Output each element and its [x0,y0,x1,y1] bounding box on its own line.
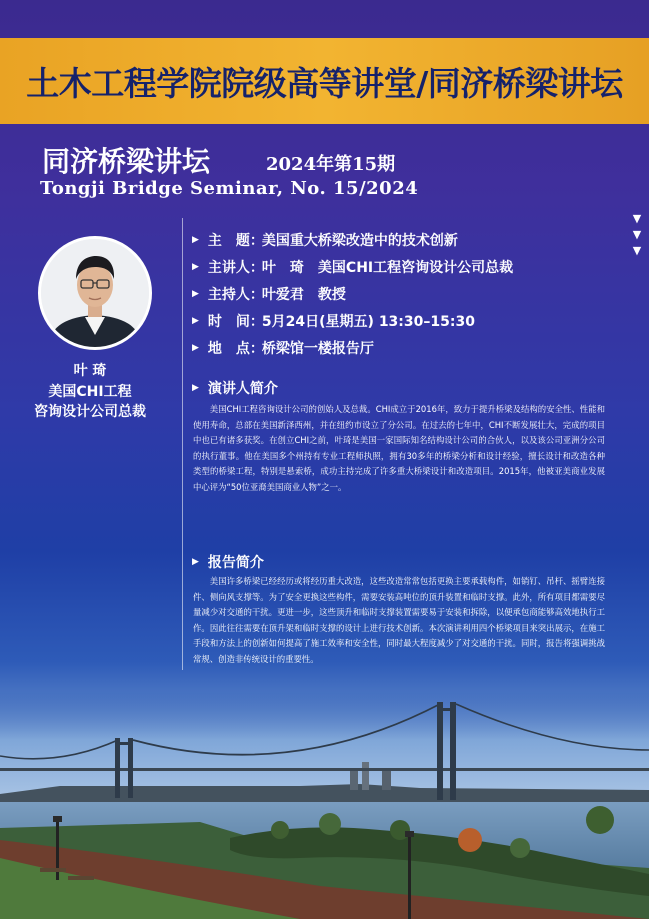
info-row-location [192,334,632,361]
speaker-org-line2: 咨询设计公司总裁 [34,404,146,420]
speaker-name: 叶 琦 [73,363,107,379]
speaker-photo [38,236,152,350]
info-value: 美国重大桥梁改造中的技术创新 [261,232,458,249]
triangle-right-icon: ▶ [192,261,199,272]
triangle-down-icon: ▼ [632,244,642,257]
header-banner [0,38,649,124]
triangle-down-icon: ▼ [632,212,642,225]
triangle-down-icon: ▼ [632,228,642,241]
bio-paragraph: 美国CHI工程咨询设计公司的创始人及总裁。CHI成立于2016年，致力于提升桥梁及结构的安全性、性能和使用寿命，总部在美国新泽西州，并在纽约市设立了分公司。在过去的七年中，CHI不断发展壮大，完成的项目中也已有诸多获奖。在创立CHI之前，叶琦是美国一家国际知名结构设计公司的合伙人，以及该公司亚洲分公司的执行董事。他在美国多个州持有专业工程师执照，拥有30多年的桥梁分析和设计经验，擅长设计和改造各种类型的桥梁工程，特别是悬索桥，成功主持完成了许多重大桥梁设计和改造项目。2015年，他被亚美商业发展中心评为“50位亚裔美国商业人物”之一。 [193,404,605,492]
info-value: 桥梁馆一楼报告厅 [261,340,374,357]
info-row-time [192,307,632,334]
bio-heading-text: 演讲人简介 [207,381,278,397]
speaker-org-line1: 美国CHI工程 [48,384,132,400]
triangle-right-icon: ▶ [192,234,199,245]
info-value: 叶 琦 美国CHI工程咨询设计公司总裁 [261,259,514,276]
report-heading-text: 报告简介 [207,555,264,571]
seminar-title-cn: 同济桥梁讲坛 [42,145,211,178]
triangle-right-icon: ▶ [192,383,199,393]
info-value: 叶爱君 教授 [261,286,346,303]
info-label: 主持人： [207,286,264,303]
info-label: 主 题： [207,232,264,249]
info-label: 地 点： [207,340,264,357]
triangle-right-icon: ▶ [192,288,199,299]
seminar-title-en: Tongji Bridge Seminar, No. 15/2024 [40,178,419,199]
report-paragraph: 美国许多桥梁已经经历或将经历重大改造，这些改造常常包括更换主要承载构件，如销钉、吊杆、摇臂连接件、侧向风支撑等。为了安全更换这些构件，需要安装高吨位的顶升装置和临时支撑。此外，所有项目都需要尽量减少对交通的干扰。更进一步，这些顶升和临时支撑装置需要易于安装和拆除，以便承包商能够高效地执行工作。因此往往需要在顶升架和临时支撑的设计上进行技术创新。本次演讲利用四个桥梁项目来突出展示，在施工手段和方法上的创新如何提高了施工效率和安全性，同时最大程度减少了对交通的干扰。同时，报告将强调挑战常规、创造非传统设计的重要性。 [193,576,605,664]
triangle-right-icon: ▶ [192,315,199,326]
info-row-speaker [192,253,632,280]
triangle-right-icon: ▶ [192,342,199,353]
info-label: 主讲人： [207,259,264,276]
info-value: 5月24日(星期五) 13:30–15:30 [261,313,475,330]
info-row-host [192,280,632,307]
triangle-right-icon: ▶ [192,557,199,567]
info-row-topic [192,226,632,253]
seminar-issue: 2024年第15期 [266,154,396,175]
event-info [192,226,632,361]
bio-heading [192,378,278,398]
bridge-photo [0,690,649,919]
banner-title: 土木工程学院院级高等讲堂/同济桥梁讲坛 [26,64,623,103]
info-label: 时 间： [207,313,264,330]
report-heading [192,552,264,572]
vertical-divider [182,218,183,670]
speaker-org [0,382,180,422]
